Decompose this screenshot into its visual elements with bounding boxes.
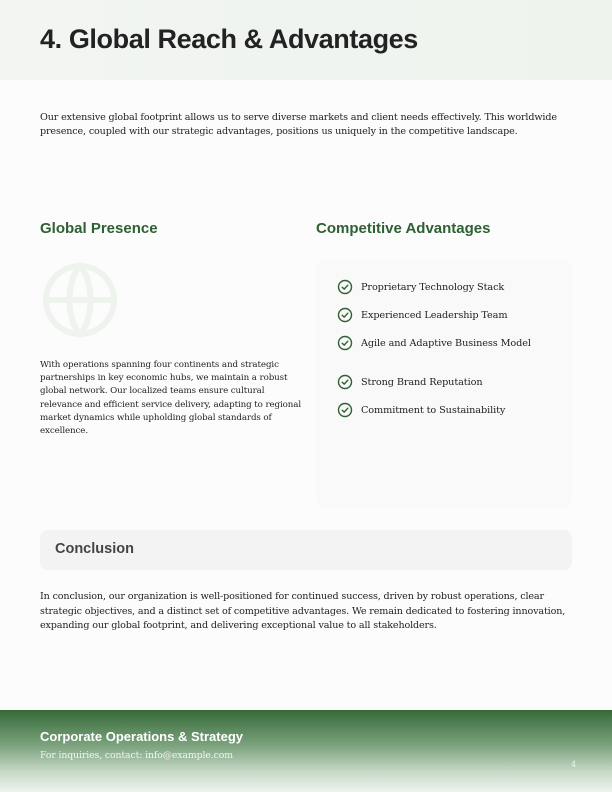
global-presence-text: With operations spanning four continents and strategic partnerships in key economic hubs, we maintain a robust global network. Our localized teams ensure cultural relevance and efficient service delivery, adapting to regional market dynamics while upholding global standards of excellence.: [40, 360, 302, 437]
advantage-label: Experienced Leadership Team: [361, 309, 508, 321]
check-circle-icon: [337, 374, 353, 390]
global-presence-heading: Global Presence: [40, 220, 158, 237]
advantage-item: [337, 335, 531, 351]
check-circle-icon: [337, 279, 353, 295]
advantage-label: Strong Brand Reputation: [361, 376, 483, 388]
competitive-advantages-heading: Competitive Advantages: [316, 220, 491, 237]
globe-icon: [41, 261, 119, 339]
advantage-label: Proprietary Technology Stack: [361, 281, 505, 293]
advantage-item: [337, 374, 482, 390]
check-circle-icon: [337, 307, 353, 323]
intro-paragraph: Our extensive global footprint allows us to serve diverse markets and client needs effectively. This worldwide presence, coupled with our strategic advantages, positions us uniquely in the competitive landscape.: [40, 112, 557, 137]
conclusion-header-box: [40, 530, 572, 570]
check-circle-icon: [337, 402, 353, 418]
page-footer: [0, 710, 612, 792]
footer-contact: For inquiries, contact: info@example.com: [40, 750, 233, 761]
conclusion-paragraph: In conclusion, our organization is well-positioned for continued success, driven by robust operations, clear strategic objectives, and a distinct set of competitive advantages. We remain dedicated to fostering innovation, expanding our global footprint, and delivering exceptional value to all stakeholders.: [40, 591, 566, 631]
check-circle-icon: [337, 335, 353, 351]
advantage-label: Commitment to Sustainability: [361, 404, 506, 416]
page-header: [0, 0, 612, 80]
advantage-label: Agile and Adaptive Business Model: [361, 337, 531, 349]
advantage-item: [337, 307, 507, 323]
conclusion-heading: Conclusion: [55, 541, 134, 557]
page-title: 4. Global Reach & Advantages: [40, 24, 418, 54]
advantage-item: [337, 279, 504, 295]
page-number: 4: [571, 760, 577, 769]
advantage-item: [337, 402, 505, 418]
footer-title: Corporate Operations & Strategy: [40, 729, 243, 744]
